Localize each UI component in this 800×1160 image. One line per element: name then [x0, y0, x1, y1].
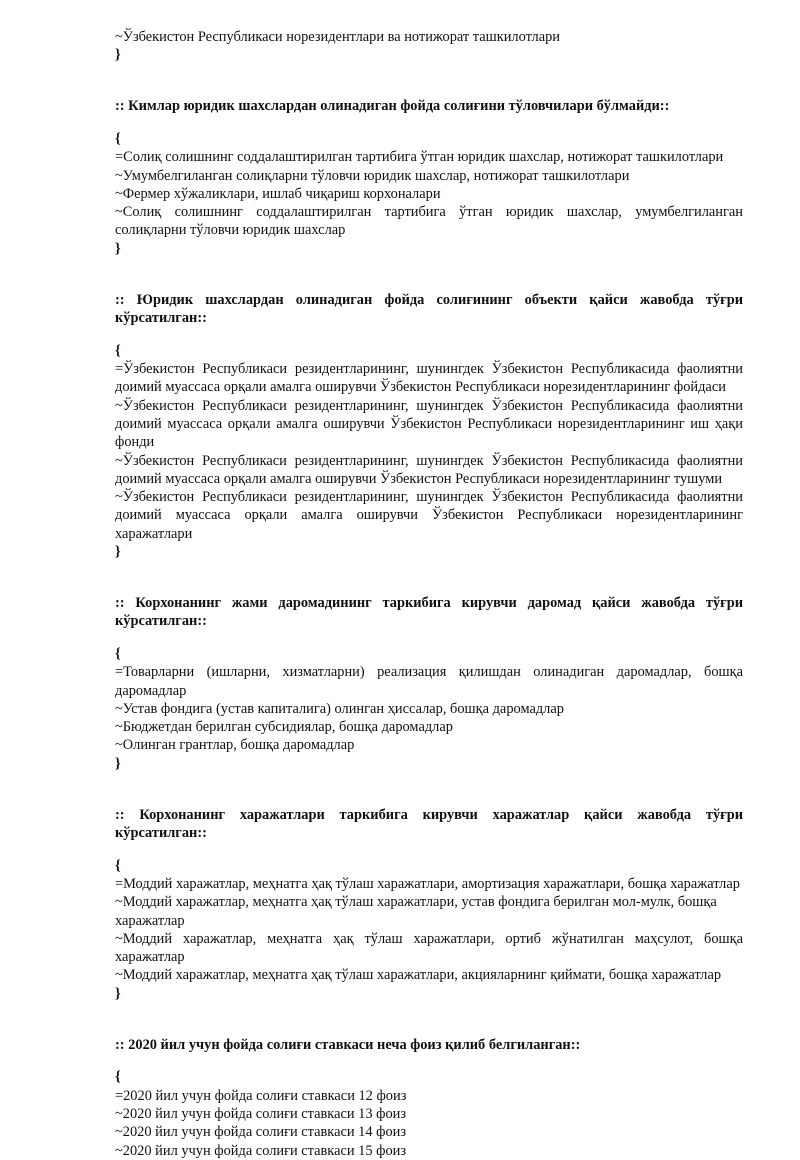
- opening-brace: {: [115, 1069, 121, 1086]
- answer-option: ~Моддий харажатлар, меҳнатга ҳақ тўлаш харажатлари, акцияларнинг қиймати, бошқа харажатлар: [115, 967, 722, 984]
- answer-option: =Моддий харажатлар, меҳнатга ҳақ тўлаш харажатлари, амортизация харажатлари, бошқа харажатлар: [115, 876, 740, 892]
- answer-option: ~Бюджетдан берилган субсидиялар, бошқа даромадлар: [115, 719, 453, 736]
- opening-brace: {: [115, 645, 121, 662]
- answer-option: ~Моддий харажатлар, меҳнатга ҳақ тўлаш харажатлари, ортиб жўнатилган маҳсулот, бошқа харажатлар: [115, 930, 743, 966]
- opening-brace: {: [115, 342, 121, 359]
- closing-brace: }: [115, 240, 121, 257]
- question-title: :: 2020 йил учун фойда солиғи ставкаси неча фоиз қилиб белгиланган::: [115, 1036, 581, 1053]
- opening-brace: {: [115, 857, 121, 874]
- question-title: :: Кимлар юридик шахслардан олинадиган фойда солиғини тўловчилари бўлмайди::: [115, 98, 670, 115]
- question-title: :: Корхонанинг жами даромадининг таркибига кирувчи даромад қайси жавобда тўғри кўрсатилган::: [115, 594, 743, 630]
- answer-option: ~Ўзбекистон Республикаси норезидентлари ва нотижорат ташкилотлари: [115, 29, 561, 45]
- closing-brace: }: [115, 543, 121, 560]
- answer-option: =Товарларни (ишларни, хизматларни) реализация қилишдан олинадиган даромадлар, бошқа даромадлар: [115, 664, 743, 699]
- closing-brace: }: [115, 985, 121, 1002]
- answer-option: ~Фермер хўжаликлари, ишлаб чиқариш корхоналари: [115, 185, 441, 202]
- answer-option: ~Солиқ солишнинг соддалаштирилган тартибига ўтган юридик шахслар, умумбелгиланган солиқларни тўловчи юридик шахслар: [115, 204, 743, 239]
- answer-option: =2020 йил учун фойда солиғи ставкаси 12 фоиз: [115, 1087, 407, 1104]
- answer-option: ~2020 йил учун фойда солиғи ставкаси 14 фоиз: [115, 1124, 407, 1141]
- answer-option: ~Моддий харажатлар, меҳнатга ҳақ тўлаш харажатлари, устав фондига берилган мол-мулк, бошқа харажатлар: [115, 894, 717, 929]
- question-title: :: Юридик шахслардан олинадиган фойда солиғининг объекти қайси жавобда тўғри кўрсатилган::: [115, 291, 743, 327]
- answer-option: ~Ўзбекистон Республикаси резидентларининг, шунингдек Ўзбекистон Республикасида фаолиятни доимий муассаса орқали амалга оширувчи Ўзбекистон Республикаси норезидентларининг харажатлари: [115, 489, 743, 542]
- answer-option: =Ўзбекистон Республикаси резидентларининг, шунингдек Ўзбекистон Республикасида фаолиятни доимий муассаса орқали амалга оширувчи Ўзбекистон Республикаси норезидентларининг фойдаси: [115, 361, 743, 396]
- question-title: :: Корхонанинг харажатлари таркибига кирувчи харажатлар қайси жавобда тўғри кўрсатилган::: [115, 806, 743, 842]
- closing-brace: }: [115, 47, 121, 64]
- closing-brace: }: [115, 755, 121, 772]
- answer-option: =Солиқ солишнинг соддалаштирилган тартибига ўтган юридик шахслар, нотижорат ташкилотлари: [115, 149, 724, 166]
- answer-option: ~2020 йил учун фойда солиғи ставкаси 15 фоиз: [115, 1142, 407, 1159]
- document-page: [115, 28, 743, 1160]
- answer-option: ~Олинган грантлар, бошқа даромадлар: [115, 737, 355, 754]
- answer-option: ~Устав фондига (устав капиталига) олинган ҳиссалар, бошқа даромадлар: [115, 700, 564, 717]
- opening-brace: {: [115, 130, 121, 147]
- answer-option: ~Ўзбекистон Республикаси резидентларининг, шунингдек Ўзбекистон Республикасида фаолиятни доимий муассаса орқали амалга оширувчи Ўзбекистон Республикаси норезидентларининг иш ҳақи фонди: [115, 397, 743, 451]
- answer-option: ~2020 йил учун фойда солиғи ставкаси 13 фоиз: [115, 1106, 407, 1123]
- answer-option: ~Умумбелгиланган солиқларни тўловчи юридик шахслар, нотижорат ташкилотлари: [115, 167, 630, 184]
- answer-option: ~Ўзбекистон Республикаси резидентларининг, шунингдек Ўзбекистон Республикасида фаолиятни доимий муассаса орқали амалга оширувчи Ўзбекистон Республикаси норезидентларининг тушуми: [115, 452, 743, 487]
